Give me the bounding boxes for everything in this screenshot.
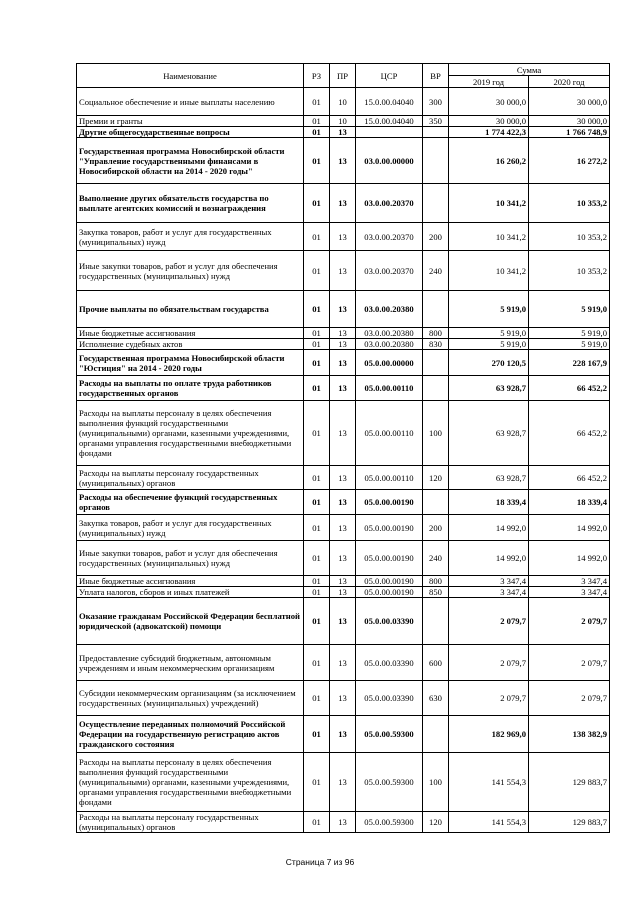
cell-csr: 05.0.00.59300 bbox=[356, 753, 423, 812]
cell-name: Государственная программа Новосибирской области "Управление государственными финансами в Новосибирской области на 2014 - 2020 годы" bbox=[77, 138, 304, 184]
cell-name: Иные закупки товаров, работ и услуг для обеспечения государственных (муниципальных) нужд bbox=[77, 541, 304, 576]
cell-vr bbox=[423, 716, 449, 753]
table-row bbox=[77, 184, 610, 223]
cell-v2020: 129 883,7 bbox=[529, 753, 610, 812]
cell-v2019: 10 341,2 bbox=[449, 184, 529, 223]
cell-pr: 13 bbox=[330, 376, 356, 401]
cell-v2019: 30 000,0 bbox=[449, 88, 529, 116]
cell-v2020: 16 272,2 bbox=[529, 138, 610, 184]
cell-name: Закупка товаров, работ и услуг для государственных (муниципальных) нужд bbox=[77, 223, 304, 251]
cell-v2020: 66 452,2 bbox=[529, 401, 610, 466]
cell-name: Оказание гражданам Российской Федерации бесплатной юридической (адвокатской) помощи bbox=[77, 598, 304, 645]
cell-v2020: 14 992,0 bbox=[529, 515, 610, 541]
cell-rz: 01 bbox=[304, 812, 330, 833]
cell-rz: 01 bbox=[304, 598, 330, 645]
cell-rz: 01 bbox=[304, 753, 330, 812]
cell-vr: 120 bbox=[423, 812, 449, 833]
cell-pr: 13 bbox=[330, 184, 356, 223]
cell-name: Иные бюджетные ассигнования bbox=[77, 328, 304, 339]
cell-vr bbox=[423, 598, 449, 645]
cell-v2019: 14 992,0 bbox=[449, 541, 529, 576]
cell-csr: 05.0.00.00190 bbox=[356, 541, 423, 576]
cell-v2020: 3 347,4 bbox=[529, 576, 610, 587]
cell-v2020: 129 883,7 bbox=[529, 812, 610, 833]
table-row bbox=[77, 587, 610, 598]
cell-pr: 13 bbox=[330, 598, 356, 645]
cell-csr: 03.0.00.20380 bbox=[356, 328, 423, 339]
cell-csr: 05.0.00.00000 bbox=[356, 350, 423, 376]
cell-rz: 01 bbox=[304, 716, 330, 753]
table-row bbox=[77, 401, 610, 466]
cell-rz: 01 bbox=[304, 645, 330, 681]
cell-pr: 13 bbox=[330, 291, 356, 328]
cell-v2019: 14 992,0 bbox=[449, 515, 529, 541]
cell-v2019: 2 079,7 bbox=[449, 681, 529, 716]
table-row bbox=[77, 515, 610, 541]
cell-name: Выполнение других обязательств государства по выплате агентских комиссий и вознаграждения bbox=[77, 184, 304, 223]
cell-v2019: 141 554,3 bbox=[449, 753, 529, 812]
cell-name: Исполнение судебных актов bbox=[77, 339, 304, 350]
cell-v2019: 1 774 422,3 bbox=[449, 127, 529, 138]
cell-v2019: 18 339,4 bbox=[449, 490, 529, 515]
cell-v2020: 66 452,2 bbox=[529, 376, 610, 401]
cell-rz: 01 bbox=[304, 490, 330, 515]
cell-v2020: 66 452,2 bbox=[529, 466, 610, 490]
budget-table bbox=[76, 63, 610, 833]
table-row bbox=[77, 127, 610, 138]
cell-csr: 05.0.00.03390 bbox=[356, 645, 423, 681]
table-row bbox=[77, 753, 610, 812]
cell-rz: 01 bbox=[304, 328, 330, 339]
cell-name: Расходы на выплаты по оплате труда работников государственных органов bbox=[77, 376, 304, 401]
cell-pr: 13 bbox=[330, 812, 356, 833]
cell-v2020: 10 353,2 bbox=[529, 251, 610, 291]
cell-vr: 200 bbox=[423, 515, 449, 541]
cell-rz: 01 bbox=[304, 576, 330, 587]
cell-csr: 05.0.00.03390 bbox=[356, 598, 423, 645]
cell-rz: 01 bbox=[304, 376, 330, 401]
cell-v2019: 30 000,0 bbox=[449, 116, 529, 127]
cell-v2019: 2 079,7 bbox=[449, 598, 529, 645]
cell-vr: 240 bbox=[423, 541, 449, 576]
cell-rz: 01 bbox=[304, 127, 330, 138]
cell-pr: 13 bbox=[330, 339, 356, 350]
table-row bbox=[77, 291, 610, 328]
cell-pr: 13 bbox=[330, 515, 356, 541]
cell-name: Иные закупки товаров, работ и услуг для обеспечения государственных (муниципальных) нужд bbox=[77, 251, 304, 291]
cell-v2020: 2 079,7 bbox=[529, 598, 610, 645]
cell-name: Премии и гранты bbox=[77, 116, 304, 127]
cell-csr: 03.0.00.00000 bbox=[356, 138, 423, 184]
cell-vr: 100 bbox=[423, 753, 449, 812]
cell-rz: 01 bbox=[304, 515, 330, 541]
cell-csr: 05.0.00.00190 bbox=[356, 515, 423, 541]
table-row bbox=[77, 576, 610, 587]
cell-csr: 03.0.00.20370 bbox=[356, 251, 423, 291]
cell-rz: 01 bbox=[304, 223, 330, 251]
cell-name: Уплата налогов, сборов и иных платежей bbox=[77, 587, 304, 598]
cell-rz: 01 bbox=[304, 587, 330, 598]
cell-vr: 240 bbox=[423, 251, 449, 291]
cell-csr: 05.0.00.00110 bbox=[356, 376, 423, 401]
cell-csr: 15.0.00.04040 bbox=[356, 116, 423, 127]
header-rz: РЗ bbox=[304, 64, 330, 88]
cell-v2020: 2 079,7 bbox=[529, 645, 610, 681]
cell-rz: 01 bbox=[304, 339, 330, 350]
page-number: Страница 7 из 96 bbox=[285, 857, 355, 867]
cell-vr bbox=[423, 490, 449, 515]
cell-v2020: 228 167,9 bbox=[529, 350, 610, 376]
cell-rz: 01 bbox=[304, 291, 330, 328]
cell-name: Предоставление субсидий бюджетным, автономным учреждениям и иным некоммерческим организациям bbox=[77, 645, 304, 681]
cell-vr: 850 bbox=[423, 587, 449, 598]
cell-vr: 830 bbox=[423, 339, 449, 350]
cell-name: Государственная программа Новосибирской области "Юстиция" на 2014 - 2020 годы bbox=[77, 350, 304, 376]
cell-vr bbox=[423, 376, 449, 401]
cell-pr: 13 bbox=[330, 466, 356, 490]
cell-pr: 13 bbox=[330, 138, 356, 184]
cell-rz: 01 bbox=[304, 541, 330, 576]
cell-csr bbox=[356, 127, 423, 138]
cell-name: Социальное обеспечение и иные выплаты населению bbox=[77, 88, 304, 116]
cell-vr bbox=[423, 138, 449, 184]
cell-name: Расходы на выплаты персоналу государственных (муниципальных) органов bbox=[77, 466, 304, 490]
cell-pr: 13 bbox=[330, 753, 356, 812]
cell-csr: 05.0.00.59300 bbox=[356, 716, 423, 753]
cell-v2020: 10 353,2 bbox=[529, 223, 610, 251]
table-row bbox=[77, 116, 610, 127]
cell-v2019: 3 347,4 bbox=[449, 576, 529, 587]
cell-csr: 05.0.00.03390 bbox=[356, 681, 423, 716]
cell-pr: 13 bbox=[330, 127, 356, 138]
cell-name: Расходы на выплаты персоналу государственных (муниципальных) органов bbox=[77, 812, 304, 833]
cell-csr: 03.0.00.20380 bbox=[356, 339, 423, 350]
cell-rz: 01 bbox=[304, 88, 330, 116]
cell-vr: 350 bbox=[423, 116, 449, 127]
table-row bbox=[77, 251, 610, 291]
cell-rz: 01 bbox=[304, 681, 330, 716]
cell-v2019: 2 079,7 bbox=[449, 645, 529, 681]
table-row bbox=[77, 645, 610, 681]
cell-pr: 13 bbox=[330, 576, 356, 587]
cell-csr: 15.0.00.04040 bbox=[356, 88, 423, 116]
cell-name: Прочие выплаты по обязательствам государства bbox=[77, 291, 304, 328]
header-year-2020: 2020 год bbox=[529, 76, 610, 88]
cell-vr: 630 bbox=[423, 681, 449, 716]
cell-v2020: 10 353,2 bbox=[529, 184, 610, 223]
table-row bbox=[77, 138, 610, 184]
cell-v2020: 30 000,0 bbox=[529, 88, 610, 116]
cell-v2019: 5 919,0 bbox=[449, 339, 529, 350]
cell-rz: 01 bbox=[304, 466, 330, 490]
cell-pr: 13 bbox=[330, 251, 356, 291]
cell-name: Другие общегосударственные вопросы bbox=[77, 127, 304, 138]
cell-pr: 10 bbox=[330, 116, 356, 127]
cell-csr: 05.0.00.00190 bbox=[356, 576, 423, 587]
header-vr: ВР bbox=[423, 64, 449, 88]
cell-name: Субсидии некоммерческим организациям (за исключением государственных (муниципальных) учреждений) bbox=[77, 681, 304, 716]
cell-v2020: 5 919,0 bbox=[529, 328, 610, 339]
cell-v2019: 3 347,4 bbox=[449, 587, 529, 598]
cell-vr: 120 bbox=[423, 466, 449, 490]
cell-v2019: 5 919,0 bbox=[449, 291, 529, 328]
cell-name: Закупка товаров, работ и услуг для государственных (муниципальных) нужд bbox=[77, 515, 304, 541]
cell-rz: 01 bbox=[304, 401, 330, 466]
table-row bbox=[77, 339, 610, 350]
table-row bbox=[77, 328, 610, 339]
table-row bbox=[77, 223, 610, 251]
cell-vr bbox=[423, 127, 449, 138]
cell-vr: 800 bbox=[423, 328, 449, 339]
cell-csr: 05.0.00.00190 bbox=[356, 587, 423, 598]
cell-pr: 13 bbox=[330, 681, 356, 716]
cell-v2020: 3 347,4 bbox=[529, 587, 610, 598]
table-row bbox=[77, 88, 610, 116]
cell-pr: 13 bbox=[330, 587, 356, 598]
cell-pr: 13 bbox=[330, 716, 356, 753]
cell-v2019: 141 554,3 bbox=[449, 812, 529, 833]
cell-vr: 200 bbox=[423, 223, 449, 251]
cell-v2020: 1 766 748,9 bbox=[529, 127, 610, 138]
cell-rz: 01 bbox=[304, 184, 330, 223]
cell-pr: 13 bbox=[330, 328, 356, 339]
cell-v2020: 14 992,0 bbox=[529, 541, 610, 576]
table-row bbox=[77, 541, 610, 576]
cell-name: Осуществление переданных полномочий Российской Федерации на государственную регистрацию актов гражданского состояния bbox=[77, 716, 304, 753]
cell-v2020: 5 919,0 bbox=[529, 291, 610, 328]
cell-csr: 03.0.00.20370 bbox=[356, 184, 423, 223]
cell-v2019: 16 260,2 bbox=[449, 138, 529, 184]
cell-csr: 05.0.00.00110 bbox=[356, 401, 423, 466]
table-row bbox=[77, 350, 610, 376]
cell-rz: 01 bbox=[304, 116, 330, 127]
header-csr: ЦСР bbox=[356, 64, 423, 88]
header-name: Наименование bbox=[77, 64, 304, 88]
cell-pr: 13 bbox=[330, 223, 356, 251]
cell-v2020: 2 079,7 bbox=[529, 681, 610, 716]
table-row bbox=[77, 812, 610, 833]
table-row bbox=[77, 490, 610, 515]
cell-name: Расходы на выплаты персоналу в целях обеспечения выполнения функций государственными (муниципальными) органами, казенными учреждениями, органами управления государственными внебюджетными фондами bbox=[77, 401, 304, 466]
cell-csr: 05.0.00.00190 bbox=[356, 490, 423, 515]
cell-v2019: 63 928,7 bbox=[449, 401, 529, 466]
cell-vr: 600 bbox=[423, 645, 449, 681]
cell-v2019: 63 928,7 bbox=[449, 466, 529, 490]
cell-vr: 100 bbox=[423, 401, 449, 466]
cell-vr: 300 bbox=[423, 88, 449, 116]
table-row bbox=[77, 466, 610, 490]
header-pr: ПР bbox=[330, 64, 356, 88]
header-year-2019: 2019 год bbox=[449, 76, 529, 88]
cell-vr bbox=[423, 184, 449, 223]
table-row bbox=[77, 681, 610, 716]
cell-name: Расходы на обеспечение функций государственных органов bbox=[77, 490, 304, 515]
cell-vr bbox=[423, 291, 449, 328]
cell-v2019: 270 120,5 bbox=[449, 350, 529, 376]
cell-pr: 13 bbox=[330, 401, 356, 466]
table-row bbox=[77, 598, 610, 645]
cell-v2020: 5 919,0 bbox=[529, 339, 610, 350]
cell-v2020: 18 339,4 bbox=[529, 490, 610, 515]
cell-v2020: 30 000,0 bbox=[529, 116, 610, 127]
cell-pr: 13 bbox=[330, 490, 356, 515]
cell-csr: 05.0.00.00110 bbox=[356, 466, 423, 490]
cell-v2019: 182 969,0 bbox=[449, 716, 529, 753]
cell-pr: 10 bbox=[330, 88, 356, 116]
cell-pr: 13 bbox=[330, 645, 356, 681]
cell-name: Иные бюджетные ассигнования bbox=[77, 576, 304, 587]
cell-pr: 13 bbox=[330, 541, 356, 576]
cell-v2019: 10 341,2 bbox=[449, 223, 529, 251]
cell-v2019: 5 919,0 bbox=[449, 328, 529, 339]
cell-rz: 01 bbox=[304, 138, 330, 184]
cell-rz: 01 bbox=[304, 251, 330, 291]
cell-rz: 01 bbox=[304, 350, 330, 376]
table-row bbox=[77, 716, 610, 753]
cell-v2019: 63 928,7 bbox=[449, 376, 529, 401]
cell-vr: 800 bbox=[423, 576, 449, 587]
cell-vr bbox=[423, 350, 449, 376]
cell-csr: 03.0.00.20370 bbox=[356, 223, 423, 251]
cell-csr: 03.0.00.20380 bbox=[356, 291, 423, 328]
cell-name: Расходы на выплаты персоналу в целях обеспечения выполнения функций государственными (муниципальными) органами, казенными учреждениями, органами управления государственными внебюджетными фондами bbox=[77, 753, 304, 812]
cell-csr: 05.0.00.59300 bbox=[356, 812, 423, 833]
cell-v2020: 138 382,9 bbox=[529, 716, 610, 753]
table-row bbox=[77, 376, 610, 401]
cell-pr: 13 bbox=[330, 350, 356, 376]
cell-v2019: 10 341,2 bbox=[449, 251, 529, 291]
header-sum: Сумма bbox=[449, 64, 610, 76]
